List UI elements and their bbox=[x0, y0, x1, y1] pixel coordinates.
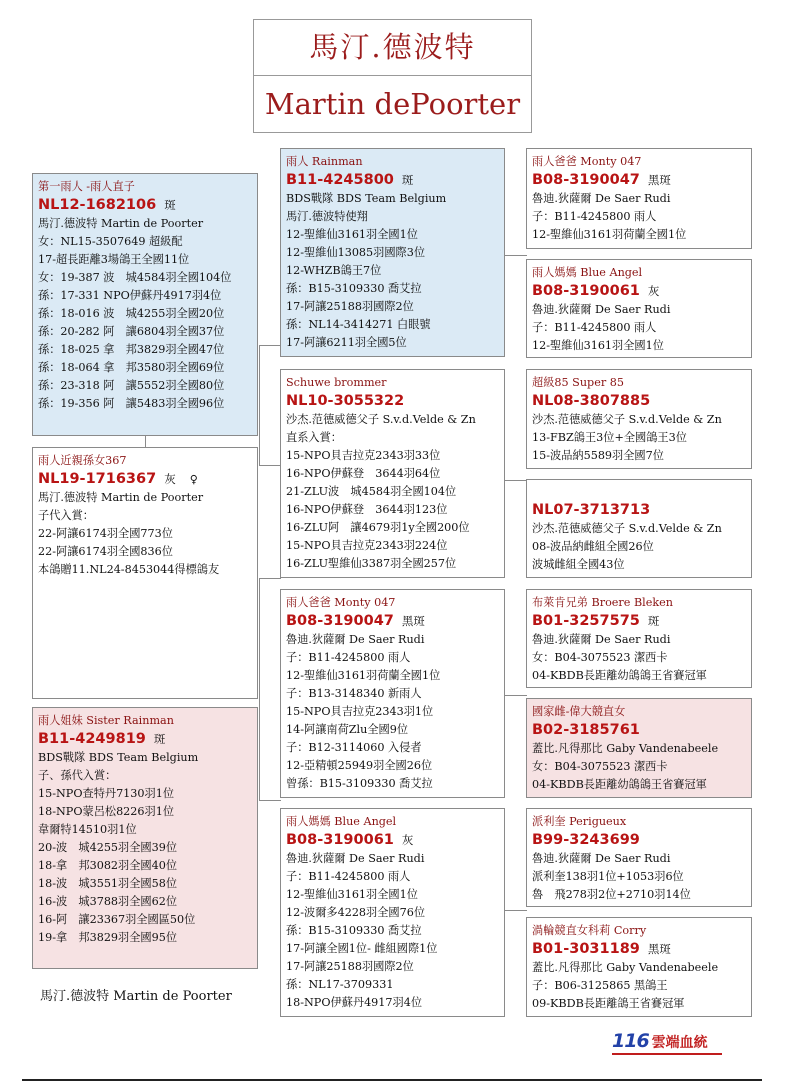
card-line: 波城雌組全國43位 bbox=[532, 558, 625, 571]
card-line: 子：B11-4245800 雨人 bbox=[532, 210, 657, 223]
card-header: 雨人爸爸 Monty 047 bbox=[286, 596, 396, 609]
card-line: 16-NPO伊蘇登 3644羽64位 bbox=[286, 467, 441, 480]
card-line: 15-NPO貝吉拉克2343羽224位 bbox=[286, 539, 448, 552]
card-line: 子：B06-3125865 黑鴿王 bbox=[532, 979, 668, 992]
color-label: 斑 bbox=[401, 173, 414, 187]
card-ring-row bbox=[532, 615, 659, 628]
card-line: BDS戰隊 BDS Team Belgium bbox=[286, 192, 447, 205]
card-line: 孫：B15-3109330 喬艾拉 bbox=[286, 282, 422, 295]
ring-number: B08-3190047 bbox=[532, 172, 640, 188]
card-header: 布萊肯兄弟 Broere Bleken bbox=[532, 596, 673, 609]
card-line: 孫：23-318 阿 讓5552羽全國80位 bbox=[38, 379, 225, 392]
card-line: 子：B12-3114060 入侵者 bbox=[286, 741, 422, 754]
card-line: 12-聖維仙13085羽國際3位 bbox=[286, 246, 426, 259]
card-ring-row bbox=[286, 834, 413, 847]
card-line: 蓋比.凡得那比 Gaby Vandenabeele bbox=[532, 742, 719, 755]
card-line: 12-聖維仙3161羽全國1位 bbox=[286, 888, 418, 901]
ring-number: B08-3190047 bbox=[286, 613, 394, 629]
connector-line bbox=[505, 480, 527, 481]
card-ring-row bbox=[532, 285, 659, 298]
card-line: 12-聖維仙3161羽荷蘭全國1位 bbox=[286, 669, 441, 682]
brand-logo bbox=[612, 1030, 708, 1052]
card-line: 子：B11-4245800 雨人 bbox=[532, 321, 657, 334]
card-line: 16-波 城3788羽全國62位 bbox=[38, 895, 178, 908]
ring-number: B11-4249819 bbox=[38, 731, 146, 747]
connector-line bbox=[505, 255, 527, 256]
card-line: 17-阿讓全國1位- 雌組國際1位 bbox=[286, 942, 438, 955]
title-english: Martin dePoorter bbox=[264, 87, 521, 121]
card-line: 15-NPO貝吉拉克2343羽33位 bbox=[286, 449, 441, 462]
card-line: 魯迪.狄薩爾 De Saer Rudi bbox=[286, 633, 425, 646]
card-header: 國家雌-偉大競直女 bbox=[532, 705, 626, 718]
card-line: 22-阿讓6174羽全國836位 bbox=[38, 545, 173, 558]
card-line: 孫：B15-3109330 喬艾拉 bbox=[286, 924, 422, 937]
pedigree-card-corry bbox=[526, 917, 752, 1017]
card-line: 子代入賞： bbox=[38, 509, 94, 522]
card-line: 20-波 城4255羽全國39位 bbox=[38, 841, 178, 854]
connector-line bbox=[259, 578, 260, 800]
card-line: 17-超長距離3場鴿王全國11位 bbox=[38, 253, 190, 266]
card-line: 韋爾特14510羽1位 bbox=[38, 823, 137, 836]
card-line: 18-NPO蒙呂松8226羽1位 bbox=[38, 805, 175, 818]
connector-line bbox=[259, 800, 281, 801]
ring-number: B08-3190061 bbox=[286, 832, 394, 848]
card-line: BDS戰隊 BDS Team Belgium bbox=[38, 751, 199, 764]
card-line: 孫：18-064 拿 邦3580羽全國69位 bbox=[38, 361, 225, 374]
pedigree-card-super-85 bbox=[526, 369, 752, 469]
card-line: 17-阿讓25188羽國際2位 bbox=[286, 300, 414, 313]
card-line: 女：19-387 波 城4584羽全國104位 bbox=[38, 271, 232, 284]
card-line: 魯迪.狄薩爾 De Saer Rudi bbox=[532, 303, 671, 316]
title-chinese: 馬汀.德波特 bbox=[254, 20, 531, 76]
card-line: 本鴿贈11.NL24-8453044得標鴿友 bbox=[38, 563, 220, 576]
card-line: 沙杰.范德威德父子 S.v.d.Velde & Zn bbox=[532, 413, 722, 426]
color-label: 黑斑 bbox=[647, 173, 671, 187]
card-line: 19-拿 邦3829羽全國95位 bbox=[38, 931, 178, 944]
card-ring-row bbox=[286, 395, 404, 408]
card-line: 直系入賞： bbox=[286, 431, 342, 444]
card-line: 馬汀.德波特 Martin de Poorter bbox=[38, 491, 204, 504]
card-line: 女：NL15-3507649 超級配 bbox=[38, 235, 183, 248]
ring-number: NL19-1716367 bbox=[38, 471, 157, 487]
card-line: 子：B11-4245800 雨人 bbox=[286, 870, 411, 883]
color-label: 黑斑 bbox=[401, 614, 425, 628]
color-label: 灰 bbox=[401, 833, 414, 847]
card-line: 12-聖維仙3161羽荷蘭全國1位 bbox=[532, 228, 687, 241]
card-ring-row bbox=[532, 395, 650, 408]
card-line: 孫：NL14-3414271 白眼號 bbox=[286, 318, 431, 331]
card-line: 沙杰.范德威德父子 S.v.d.Velde & Zn bbox=[286, 413, 476, 426]
card-line: 18-NPO伊蘇丹4917羽4位 bbox=[286, 996, 423, 1009]
card-header: 雨人媽媽 Blue Angel bbox=[532, 266, 643, 279]
connector-line bbox=[259, 345, 281, 346]
pedigree-card-first-rainman-daughter bbox=[32, 173, 258, 436]
card-line: 魯迪.狄薩爾 De Saer Rudi bbox=[532, 192, 671, 205]
color-label: 黑斑 bbox=[647, 942, 671, 956]
card-line: 12-亞精頓25949羽全國26位 bbox=[286, 759, 433, 772]
card-line: 孫：19-356 阿 讓5483羽全國96位 bbox=[38, 397, 225, 410]
logo-text: 雲端血統 bbox=[651, 1035, 708, 1051]
card-line: 15-波品納5589羽全國7位 bbox=[532, 449, 664, 462]
ring-number: NL07-3713713 bbox=[532, 502, 651, 518]
connector-line bbox=[505, 695, 527, 696]
card-header: 雨人爸爸 Monty 047 bbox=[532, 155, 642, 168]
card-line: 04-KBDB長距離幼鴿鴿王省賽冠軍 bbox=[532, 778, 707, 791]
pedigree-card-broere-bleken bbox=[526, 589, 752, 688]
card-line: 16-ZLU阿 讓4679羽1y全國200位 bbox=[286, 521, 470, 534]
card-header: 超級85 Super 85 bbox=[532, 376, 624, 389]
card-line: 馬汀.德波特 Martin de Poorter bbox=[38, 217, 204, 230]
card-line: 08-波品納雌組全國26位 bbox=[532, 540, 654, 553]
pedigree-card-rainman bbox=[280, 148, 505, 357]
card-line: 14-阿讓南荷Zlu全國9位 bbox=[286, 723, 409, 736]
card-line: 18-波 城3551羽全國58位 bbox=[38, 877, 178, 890]
logo-underline bbox=[612, 1053, 722, 1055]
card-ring-row bbox=[532, 504, 650, 517]
card-line: 15-NPO貝吉拉克2343羽1位 bbox=[286, 705, 434, 718]
card-ring-row bbox=[38, 473, 198, 486]
card-line: 子：B13-3148340 新雨人 bbox=[286, 687, 422, 700]
card-line: 孫：18-025 拿 邦3829羽全國47位 bbox=[38, 343, 225, 356]
card-line: 蓋比.凡得那比 Gaby Vandenabeele bbox=[532, 961, 719, 974]
logo-number: 116 bbox=[612, 1030, 649, 1052]
ring-number: B08-3190061 bbox=[532, 283, 640, 299]
card-line: 子、孫代入賞： bbox=[38, 769, 117, 782]
card-ring-row bbox=[532, 174, 671, 187]
card-line: 孫：20-282 阿 讓6804羽全國37位 bbox=[38, 325, 225, 338]
card-line: 曾孫：B15-3109330 喬艾拉 bbox=[286, 777, 433, 790]
pedigree-card-schuwe-brommer bbox=[280, 369, 505, 578]
card-line: 04-KBDB長距離幼鴿鴿王省賽冠軍 bbox=[532, 669, 707, 682]
card-line: 09-KBDB長距離鴿王省賽冠軍 bbox=[532, 997, 685, 1010]
card-ring-row bbox=[532, 834, 640, 847]
ring-number: NL08-3807885 bbox=[532, 393, 651, 409]
card-header: 雨人近親孫女367 bbox=[38, 454, 127, 467]
card-line: 女：B04-3075523 潔西卡 bbox=[532, 651, 668, 664]
connector-line bbox=[259, 578, 281, 579]
card-line: 21-ZLU波 城4584羽全國104位 bbox=[286, 485, 457, 498]
card-ring-row bbox=[532, 943, 671, 956]
card-header: Schuwe brommer bbox=[286, 376, 387, 389]
card-line: 派利奎138羽1位+1053羽6位 bbox=[532, 870, 684, 883]
card-ring-row bbox=[286, 174, 413, 187]
card-line: 16-阿 讓23367羽全國區50位 bbox=[38, 913, 196, 926]
card-line: 17-阿讓6211羽全國5位 bbox=[286, 336, 407, 349]
card-line: 孫：18-016 波 城4255羽全國20位 bbox=[38, 307, 225, 320]
ring-number: B01-3257575 bbox=[532, 613, 640, 629]
owner-name: 馬汀.德波特 Martin de Poorter bbox=[40, 989, 232, 1004]
pedigree-card-perigueux bbox=[526, 808, 752, 907]
card-header: 雨人媽媽 Blue Angel bbox=[286, 815, 397, 828]
bottom-divider bbox=[22, 1079, 762, 1081]
card-header: 第一雨人 -雨人直子 bbox=[38, 180, 135, 193]
pedigree-card-blue-angel bbox=[280, 808, 505, 1017]
card-line: 16-NPO伊蘇登 3644羽123位 bbox=[286, 503, 448, 516]
color-label: 灰 bbox=[164, 472, 176, 486]
card-line: 18-拿 邦3082羽全國40位 bbox=[38, 859, 178, 872]
ring-number: NL10-3055322 bbox=[286, 393, 405, 409]
connector-line bbox=[505, 910, 527, 911]
color-label: 斑 bbox=[153, 732, 166, 746]
card-line: 13-FBZ鴿王3位+全國鴿王3位 bbox=[532, 431, 687, 444]
card-header: 派利奎 Perigueux bbox=[532, 815, 627, 828]
card-line: 16-ZLU聖維仙3387羽全國257位 bbox=[286, 557, 457, 570]
pedigree-card-blue-angel-dam bbox=[526, 259, 752, 358]
color-label: 斑 bbox=[647, 614, 660, 628]
color-label: 斑 bbox=[164, 198, 176, 212]
sex-symbol: ♀ bbox=[189, 473, 198, 486]
pedigree-card-monty-047 bbox=[280, 589, 505, 798]
pedigree-card-monty-047-sire bbox=[526, 148, 752, 249]
card-line: 12-波爾多4228羽全國76位 bbox=[286, 906, 426, 919]
card-line: 馬汀.德波特使翔 bbox=[286, 210, 368, 223]
card-line: 15-NPO查特丹7130羽1位 bbox=[38, 787, 175, 800]
card-line: 子：B11-4245800 雨人 bbox=[286, 651, 411, 664]
color-label: 灰 bbox=[647, 284, 660, 298]
card-header: 雨人姐妹 Sister Rainman bbox=[38, 714, 174, 727]
ring-number: B01-3031189 bbox=[532, 941, 640, 957]
card-line: 女：B04-3075523 潔西卡 bbox=[532, 760, 668, 773]
card-line: 魯迪.狄薩爾 De Saer Rudi bbox=[532, 633, 671, 646]
pedigree-card-subject bbox=[32, 447, 258, 699]
card-line: 12-聖維仙3161羽全國1位 bbox=[286, 228, 418, 241]
card-line: 22-阿讓6174羽全國773位 bbox=[38, 527, 173, 540]
card-ring-row bbox=[286, 615, 425, 628]
ring-number: B99-3243699 bbox=[532, 832, 640, 848]
card-line: 魯迪.狄薩爾 De Saer Rudi bbox=[532, 852, 671, 865]
card-line: 孫：17-331 NPO伊蘇丹4917羽4位 bbox=[38, 289, 222, 302]
card-header: 雨人 Rainman bbox=[286, 155, 363, 168]
card-header: 渦輪競直女科莉 Corry bbox=[532, 924, 647, 937]
title-box bbox=[253, 19, 532, 133]
connector-line bbox=[259, 345, 260, 465]
ring-number: B02-3185761 bbox=[532, 722, 640, 738]
pedigree-card-nl07-3713713 bbox=[526, 479, 752, 578]
card-line: 12-WHZB鴿王7位 bbox=[286, 264, 382, 277]
connector-line bbox=[259, 465, 281, 466]
card-line: 沙杰.范德威德父子 S.v.d.Velde & Zn bbox=[532, 522, 722, 535]
card-ring-row bbox=[38, 733, 165, 746]
ring-number: B11-4245800 bbox=[286, 172, 394, 188]
ring-number: NL12-1682106 bbox=[38, 197, 157, 213]
card-line: 魯 飛278羽2位+2710羽14位 bbox=[532, 888, 691, 901]
card-ring-row bbox=[38, 199, 176, 212]
card-line: 12-聖維仙3161羽全國1位 bbox=[532, 339, 664, 352]
card-line: 孫：NL17-3709331 bbox=[286, 978, 394, 991]
pedigree-card-national-hen bbox=[526, 698, 752, 798]
pedigree-card-sister-rainman bbox=[32, 707, 258, 969]
card-ring-row bbox=[532, 724, 640, 737]
card-line: 魯迪.狄薩爾 De Saer Rudi bbox=[286, 852, 425, 865]
card-line: 17-阿讓25188羽國際2位 bbox=[286, 960, 414, 973]
